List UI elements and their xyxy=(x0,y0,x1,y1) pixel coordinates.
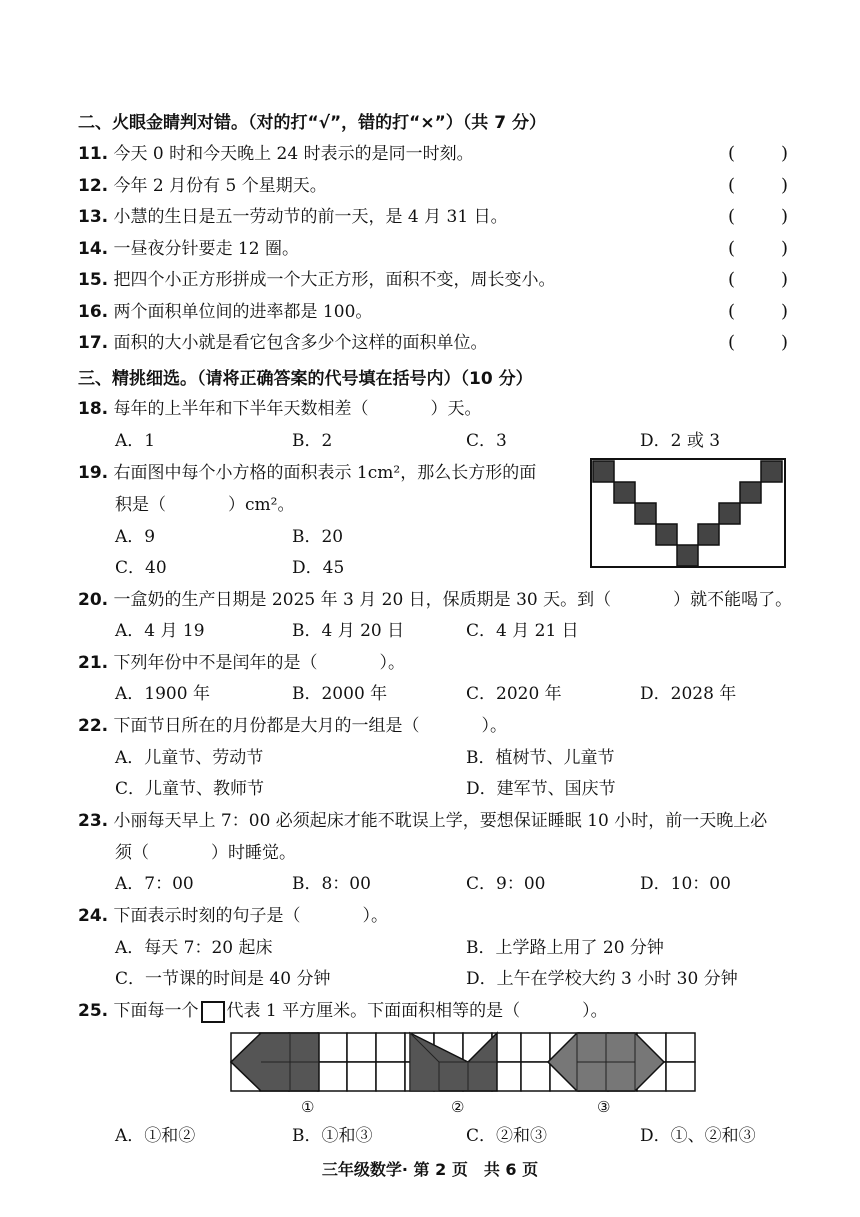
paren-close: ) xyxy=(780,206,788,227)
figure-label-1: ① xyxy=(301,1098,315,1116)
q25-option-a: A．①和② xyxy=(115,1126,196,1146)
q24-option-b: B．上学路上用了 20 分钟 xyxy=(466,938,664,958)
question-text-end: ）。 xyxy=(582,1001,608,1021)
grid-cell xyxy=(376,1062,405,1091)
paren-close: ) xyxy=(780,143,788,164)
question-text-end: ）天。 xyxy=(430,399,482,419)
q25-option-d: D．①、②和③ xyxy=(640,1126,756,1146)
q19-option-c: C．40 xyxy=(115,558,167,578)
question-text-end: ）cm²。 xyxy=(228,495,295,515)
question-number: 25. xyxy=(78,1001,109,1021)
q21-option-d: D．2028 年 xyxy=(640,684,737,704)
question-18 xyxy=(78,398,482,420)
figure-label-2: ② xyxy=(451,1098,465,1116)
grid-cell xyxy=(666,1062,695,1091)
question-number: 12. xyxy=(78,175,109,196)
question-text: 每年的上半年和下半年天数相差（ xyxy=(113,399,369,419)
grid-cell xyxy=(376,1033,405,1062)
question-text: 小慧的生日是五一劳动节的前一天，是 4 月 31 日。 xyxy=(113,207,508,227)
q19-option-d: D．45 xyxy=(292,558,345,578)
section-2-title: 二、火眼金睛判对错。（对的打“√”，错的打“×”）（共 7 分） xyxy=(78,113,546,133)
question-number: 24. xyxy=(78,906,109,926)
paren-open: ( xyxy=(728,300,736,322)
grid-cell xyxy=(666,1033,695,1062)
grid-cell xyxy=(318,1062,347,1091)
question-20 xyxy=(78,589,792,611)
unit-square xyxy=(635,503,656,524)
unit-square xyxy=(740,482,761,503)
q23-option-c: C．9：00 xyxy=(466,874,546,894)
q25-option-c: C．②和③ xyxy=(466,1126,548,1146)
question-number: 21. xyxy=(78,653,109,673)
q23-option-d: D．10：00 xyxy=(640,874,731,894)
grid-cell xyxy=(521,1033,550,1062)
grid-cell xyxy=(347,1062,376,1091)
section-3-title: 三、精挑细选。（请将正确答案的代号填在括号内）（10 分） xyxy=(78,369,533,389)
question-number: 11. xyxy=(78,144,109,164)
question-19-line2 xyxy=(115,494,294,516)
unit-square xyxy=(761,461,782,482)
answer-parentheses[interactable] xyxy=(728,238,788,260)
paren-open: ( xyxy=(728,269,736,290)
paren-open: ( xyxy=(728,174,736,196)
unit-square xyxy=(719,503,740,524)
question-text: 积是（ xyxy=(115,495,166,515)
answer-parentheses[interactable] xyxy=(728,301,788,323)
paren-close: ) xyxy=(780,332,788,353)
question-text: 小丽每天早上 7：00 必须起床才能不耽误上学，要想保证睡眠 10 小时，前一天晚上必 xyxy=(113,811,768,831)
unit-square-icon xyxy=(201,1001,225,1023)
q23-option-a: A．7：00 xyxy=(115,874,194,894)
question-24 xyxy=(78,905,388,927)
question-text-end: ）时睡觉。 xyxy=(211,843,296,863)
page-footer: 三年级数学· 第 2 页 共 6 页 xyxy=(321,1160,539,1179)
q24-option-d: D．上午在学校大约 3 小时 30 分钟 xyxy=(466,969,738,989)
question-text-end: ）。 xyxy=(379,653,406,673)
question-text-mid: 代表 1 平方厘米。下面面积相等的是（ xyxy=(226,1001,521,1021)
question-text-end: ）就不能喝了。 xyxy=(673,590,793,610)
answer-parentheses[interactable] xyxy=(728,175,788,197)
q18-option-b: B．2 xyxy=(292,431,333,451)
paren-close: ) xyxy=(780,269,788,290)
q24-option-a: A．每天 7：20 起床 xyxy=(115,938,273,958)
figure-label-3: ③ xyxy=(597,1098,611,1116)
paren-close: ) xyxy=(780,174,788,196)
q23-option-b: B．8：00 xyxy=(292,874,371,894)
q21-option-c: C．2020 年 xyxy=(466,684,562,704)
judgment-item xyxy=(78,175,327,197)
grid-cell xyxy=(318,1033,347,1062)
question-text: 两个面积单位间的进率都是 100。 xyxy=(113,301,373,322)
q19-option-a: A．9 xyxy=(115,527,156,547)
answer-parentheses[interactable] xyxy=(728,206,788,228)
question-text: 右面图中每个小方格的面积表示 1cm²，那么长方形的面 xyxy=(113,463,537,483)
judgment-item xyxy=(78,301,372,323)
q21-option-b: B．2000 年 xyxy=(292,684,388,704)
q19-rectangle-figure xyxy=(590,458,786,570)
unit-square xyxy=(614,482,635,503)
question-23 xyxy=(78,810,767,832)
q20-option-c: C．4 月 21 日 xyxy=(466,621,579,641)
question-text: 下列年份中不是闰年的是（ xyxy=(113,653,318,673)
question-text: 把四个小正方形拼成一个大正方形，面积不变，周长变小。 xyxy=(113,270,556,290)
q18-option-c: C．3 xyxy=(466,431,507,451)
q20-option-a: A．4 月 19 xyxy=(115,621,205,641)
question-text: 下面每一个 xyxy=(113,1001,199,1021)
question-number: 20. xyxy=(78,590,109,610)
paren-close: ) xyxy=(780,237,788,259)
question-text-end: ）。 xyxy=(481,716,508,736)
question-number: 15. xyxy=(78,270,109,290)
grid-cell xyxy=(521,1062,550,1091)
judgment-item xyxy=(78,332,488,354)
question-number: 22. xyxy=(78,716,109,736)
judgment-item xyxy=(78,238,299,260)
question-text: 须（ xyxy=(115,843,149,863)
q22-option-c: C．儿童节、教师节 xyxy=(115,779,265,799)
question-text: 一盒奶的生产日期是 2025 年 3 月 20 日，保质期是 30 天。到（ xyxy=(113,590,612,610)
question-number: 13. xyxy=(78,207,109,227)
question-number: 18. xyxy=(78,399,109,419)
judgment-item xyxy=(78,206,508,228)
paren-open: ( xyxy=(728,332,736,353)
q18-option-a: A．1 xyxy=(115,431,156,451)
question-text: 面积的大小就是看它包含多少个这样的面积单位。 xyxy=(113,333,488,353)
question-text: 一昼夜分针要走 12 圈。 xyxy=(113,238,299,259)
q20-option-b: B．4 月 20 日 xyxy=(292,621,405,641)
q24-option-c: C．一节课的时间是 40 分钟 xyxy=(115,969,331,989)
question-19 xyxy=(78,462,536,484)
paren-close: ) xyxy=(780,300,788,322)
q19-option-b: B．20 xyxy=(292,527,344,547)
unit-square xyxy=(698,524,719,545)
question-number: 19. xyxy=(78,463,109,483)
q22-option-a: A．儿童节、劳动节 xyxy=(115,748,264,768)
answer-parentheses[interactable] xyxy=(728,332,788,354)
question-22 xyxy=(78,715,507,737)
question-number: 16. xyxy=(78,301,109,322)
question-21 xyxy=(78,652,405,674)
question-number: 14. xyxy=(78,238,109,259)
q25-option-b: B．①和③ xyxy=(292,1126,373,1146)
q22-option-d: D．建军节、国庆节 xyxy=(466,779,616,799)
unit-square xyxy=(593,461,614,482)
paren-open: ( xyxy=(728,206,736,227)
paren-open: ( xyxy=(728,237,736,259)
answer-parentheses[interactable] xyxy=(728,269,788,291)
unit-square xyxy=(677,545,698,566)
paren-open: ( xyxy=(728,143,736,164)
question-text: 今年 2 月份有 5 个星期天。 xyxy=(113,175,327,196)
grid-cell xyxy=(347,1033,376,1062)
unit-square xyxy=(656,524,677,545)
q25-grid-figure xyxy=(228,1030,696,1094)
question-text-end: ）。 xyxy=(362,906,389,926)
question-text: 今天 0 时和今天晚上 24 时表示的是同一时刻。 xyxy=(113,144,474,164)
judgment-item xyxy=(78,143,474,165)
question-25 xyxy=(78,1000,608,1023)
question-23-line2 xyxy=(115,842,296,864)
question-text: 下面表示时刻的句子是（ xyxy=(113,906,301,926)
question-number: 23. xyxy=(78,811,109,831)
q22-option-b: B．植树节、儿童节 xyxy=(466,748,615,768)
judgment-item xyxy=(78,269,556,291)
answer-parentheses[interactable] xyxy=(728,143,788,165)
question-text: 下面节日所在的月份都是大月的一组是（ xyxy=(113,716,420,736)
q21-option-a: A．1900 年 xyxy=(115,684,210,704)
q18-option-d: D．2 或 3 xyxy=(640,431,721,451)
question-number: 17. xyxy=(78,333,109,353)
